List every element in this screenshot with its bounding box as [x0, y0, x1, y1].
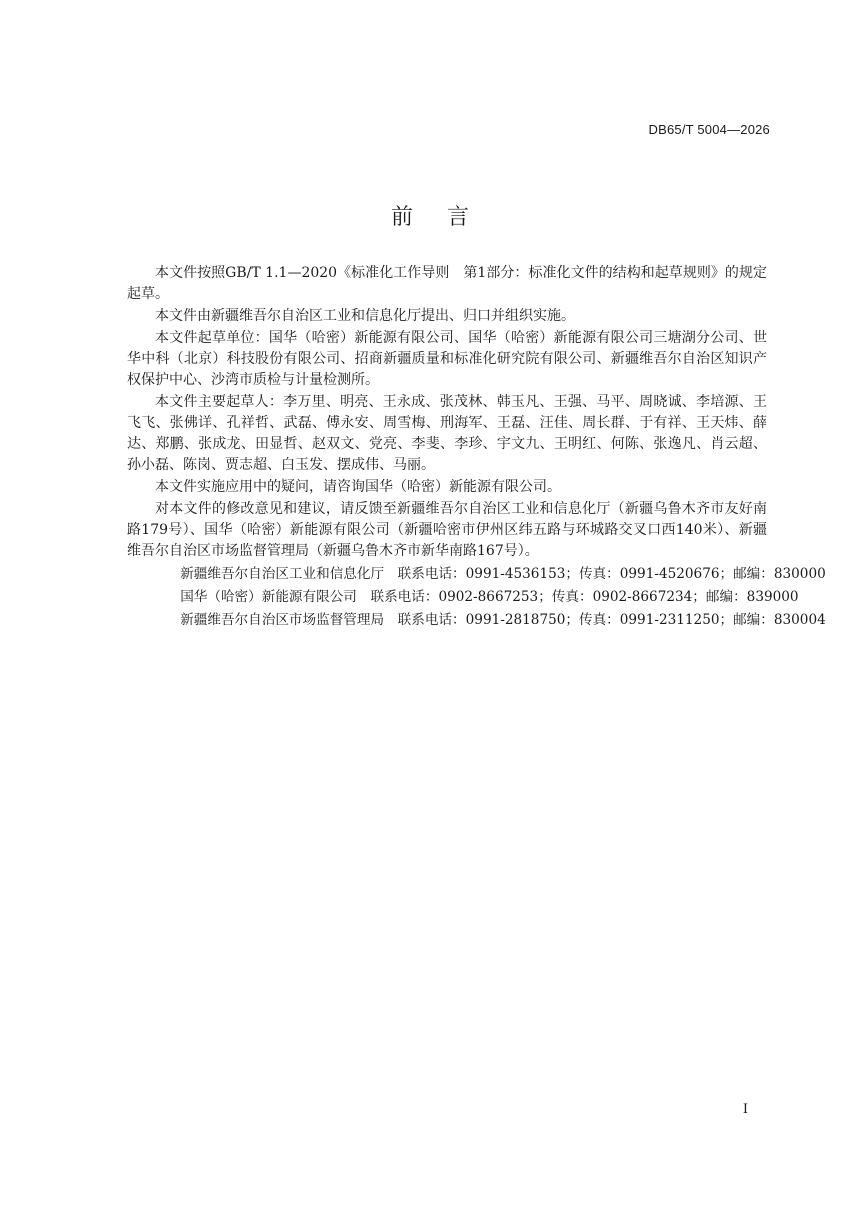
paragraph-inquiry: 本文件实施应用中的疑问，请咨询国华（哈密）新能源有限公司。 [155, 479, 561, 495]
paragraph-feedback: 对本文件的修改意见和建议，请反馈至新疆维吾尔自治区工业和信息化厅（新疆乌鲁木齐市友好南路179号）、国华（哈密）新能源有限公司（新疆哈密市伊州区纬五路与环城路交叉口西140米）、新疆维吾尔自治区市场监督管理局（新疆乌鲁木齐市新华南路167号）。 [127, 501, 767, 559]
paragraph-drafters: 本文件主要起草人：李万里、明亮、王永成、张茂林、韩玉凡、王强、马平、周晓诚、李培源、王飞飞、张佛详、孔祥哲、武磊、傅永安、周雪梅、刑海军、王磊、汪佳、周长群、于有祥、王天炜、薛达、郑鹏、张成龙、田显哲、赵双文、党亮、李斐、李珍、宇文九、王明红、何陈、张逸凡、肖云超、孙小磊、陈岗、贾志超、白玉发、摆成伟、马丽。 [127, 394, 767, 473]
paragraph-proposer: 本文件由新疆维吾尔自治区工业和信息化厅提出、归口并组织实施。 [155, 308, 575, 324]
paragraph-drafting-rules: 本文件按照GB/T 1.1—2020《标准化工作导则 第1部分：标准化文件的结构和起草规则》的规定起草。 [127, 265, 767, 302]
paragraph-drafting-units: 本文件起草单位：国华（哈密）新能源有限公司、国华（哈密）新能源有限公司三塘湖分公司、世华中科（北京）科技股份有限公司、招商新疆质量和标准化研究院有限公司、新疆维吾尔自治区知识产权保护中心、沙湾市质检与计量检测所。 [127, 330, 767, 388]
contact-line-industry-dept: 新疆维吾尔自治区工业和信息化厅 联系电话：0991-4536153；传真：0991-4520676；邮编：830000 [180, 566, 826, 582]
page-number: I [742, 1102, 748, 1117]
contact-line-guohua-hami: 国华（哈密）新能源有限公司 联系电话：0902-8667253；传真：0902-8667234；邮编：839000 [180, 589, 799, 605]
contact-line-market-supervision: 新疆维吾尔自治区市场监督管理局 联系电话：0991-2818750；传真：0991-2311250；邮编：830004 [180, 612, 826, 628]
page-title: 前言 [390, 205, 503, 230]
preface-body [127, 263, 826, 632]
document-code: DB65/T 5004—2026 [648, 122, 770, 137]
